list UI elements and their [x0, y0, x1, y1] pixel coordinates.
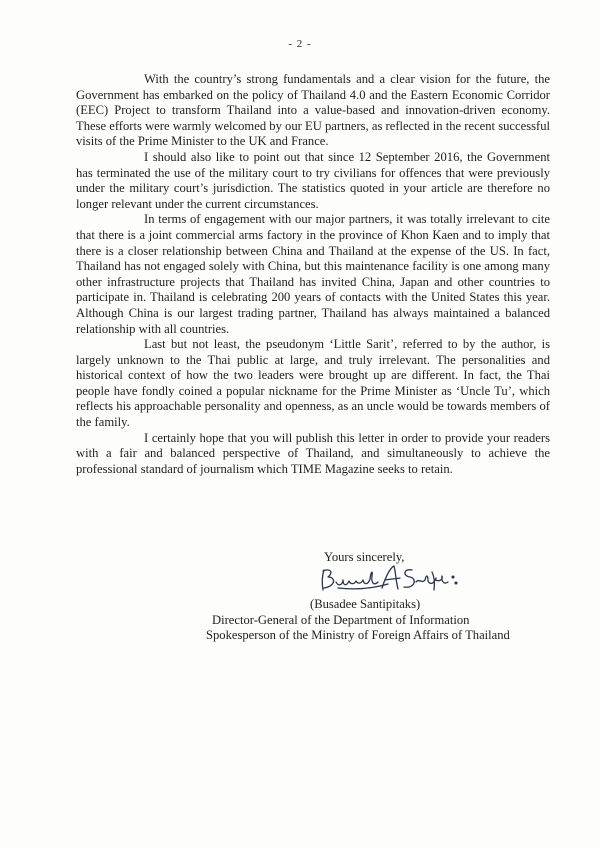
handwritten-signature — [316, 562, 466, 596]
paragraph-major-partners: In terms of engagement with our major partners, it was totally irrelevant to cite that there is a joint commercial arms factory in the province of Khon Kaen and to imply that there is a closer relationship between China and Thailand at the expense of the US. In fact, Thailand has not engaged solely with China, but this maintenance facility is one among many other infrastructure projects that Thailand has invited China, Japan and other countries to participate in. Thailand is celebrating 200 years of contacts with the United States this year. Although China is our largest trading partner, Thailand has always maintained a balanced relationship with all countries. — [76, 212, 550, 336]
signatory-title-spokesperson: Spokesperson of the Ministry of Foreign Affairs of Thailand — [206, 628, 510, 643]
paragraph-pseudonym: Last but not least, the pseudonym ‘Little Sarit’, referred to by the author, is largely unknown to the Thai public at large, and truly irrelevant. The personalities and historical context of how the two leaders were brought up are different. In fact, the Thai people have fondly coined a popular nickname for the Prime Minister as ‘Uncle Tu’, which reflects his approachable personality and openness, as an uncle would be towards members of the family. — [76, 337, 550, 430]
paragraph-eec-policy: With the country’s strong fundamentals and a clear vision for the future, the Government has embarked on the policy of Thailand 4.0 and the Eastern Economic Corridor (EEC) Project to transform Thailand into a value-based and innovation-driven economy. These efforts were warmly welcomed by our EU partners, as reflected in the recent successful visits of the Prime Minister to the UK and France. — [76, 72, 550, 149]
closing-salutation: Yours sincerely, — [324, 550, 405, 564]
paragraph-military-court: I should also like to point out that since 12 September 2016, the Government has terminated the use of the military court to try civilians for offences that were previously under the military court’s jurisdiction. The statistics quoted in your article are therefore no longer relevant under the current circumstances. — [76, 149, 550, 211]
signatory-title-director: Director-General of the Department of Information — [212, 612, 470, 627]
signatory-name: (Busadee Santipitaks) — [310, 597, 421, 611]
signatory-block — [206, 597, 566, 644]
letter-body — [76, 72, 550, 477]
page-number: - 2 - — [288, 38, 312, 50]
paragraph-publication-request: I certainly hope that you will publish this letter in order to provide your readers with a fair and balanced perspective of Thailand, and simultaneously to achieve the professional standard of journalism which TIME Magazine seeks to retain. — [76, 430, 550, 476]
